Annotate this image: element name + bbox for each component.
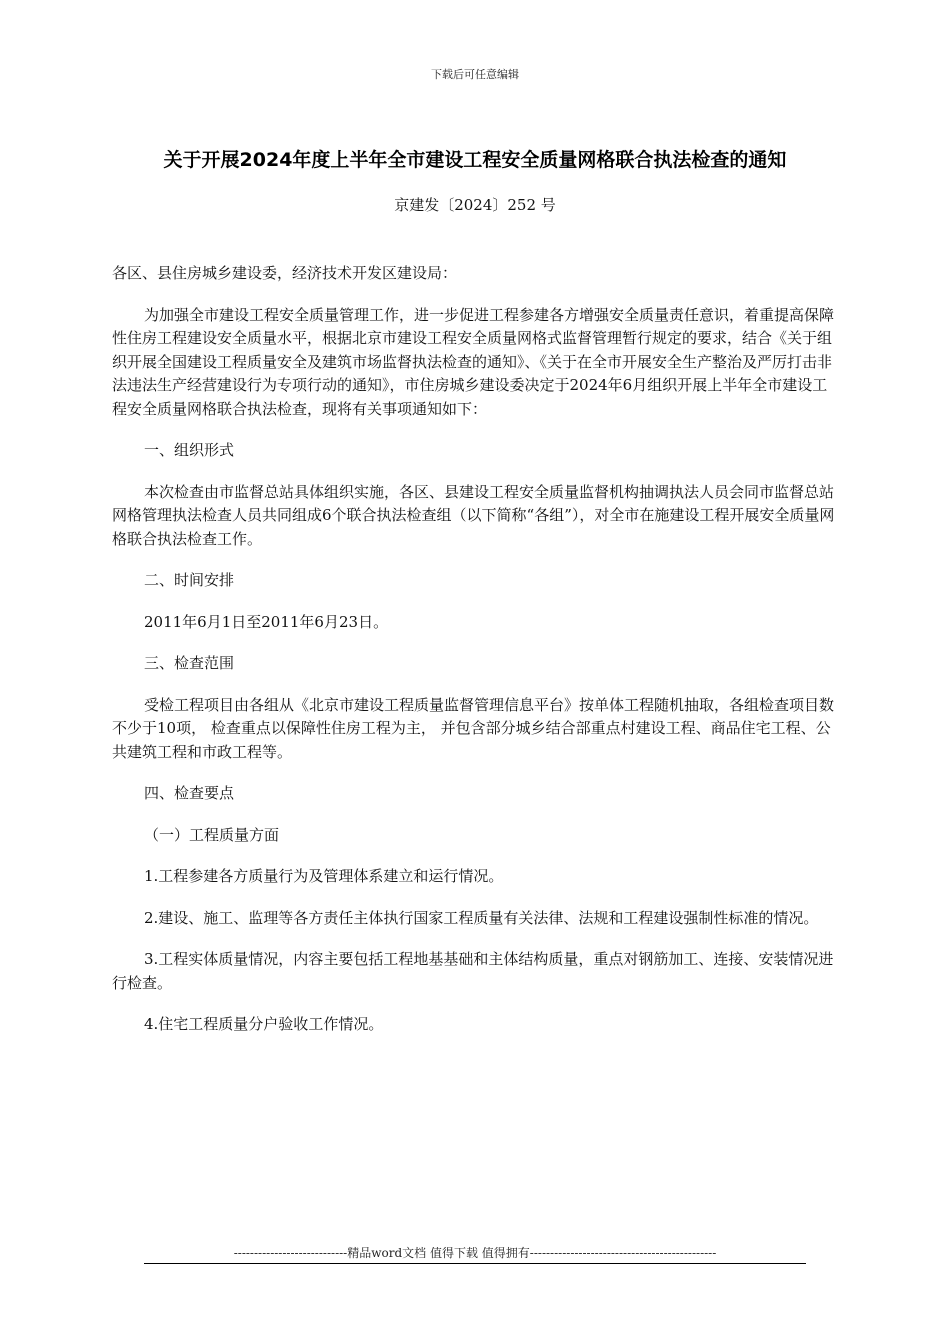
list-item: 2.建设、施工、监理等各方责任主体执行国家工程质量有关法律、法规和工程建设强制性标准的情况。	[144, 908, 819, 927]
section-heading-key-points: 四、检查要点	[144, 784, 235, 802]
section-heading-schedule: 二、时间安排	[144, 571, 235, 589]
list-item: 3.工程实体质量情况，内容主要包括工程地基基础和主体结构质量，重点对钢筋加工、连接、安装情况进行检查。	[112, 950, 834, 992]
footer-divider	[144, 1263, 806, 1264]
section-heading-organization: 一、组织形式	[144, 441, 235, 459]
list-item: 4.住宅工程质量分户验收工作情况。	[144, 1015, 384, 1033]
section-body-organization: 本次检查由市监督总站具体组织实施，各区、县建设工程安全质量监督机构抽调执法人员会同市监督总站网格管理执法检查人员共同组成6个联合执法检查组（以下简称“各组”），对全市在施建设工程开展安全质量网格联合执法检查工作。	[112, 482, 835, 548]
document-body	[112, 262, 838, 1037]
list-item: 1.工程参建各方质量行为及管理体系建立和运行情况。	[144, 867, 504, 885]
document-number: 京建发〔2024〕252 号	[394, 196, 556, 214]
subsection-heading-quality: （一）工程质量方面	[144, 825, 280, 844]
header-note: 下载后可任意编辑	[431, 68, 519, 81]
intro-paragraph: 为加强全市建设工程安全质量管理工作，进一步促进工程参建各方增强安全质量责任意识，着重提高保障性住房工程建设安全质量水平，根据北京市建设工程安全质量网格式监督管理暂行规定的要求，结合《关于组织开展全国建设工程质量安全及建筑市场监督执法检查的通知》、《关于在全市开展安全生产整治及严厉打击非法违法生产经营建设行为专项行动的通知》，市住房城乡建设委决定于2024年6月组织开展上半年全市建设工程安全质量网格联合执法检查，现将有关事项通知如下：	[112, 305, 835, 418]
footer-text: ----------------------------精品word文档 值得下载 值得拥有----------------------------------------------	[233, 1246, 717, 1260]
section-body-scope: 受检工程项目由各组从《北京市建设工程质量监督管理信息平台》按单体工程随机抽取，各组检查项目数不少于10项， 检查重点以保障性住房工程为主， 并包含部分城乡结合部重点村建设工程、商品住宅工程、公共建筑工程和市政工程等。	[112, 695, 835, 761]
document-title: 关于开展2024年度上半年全市建设工程安全质量网格联合执法检查的通知	[163, 149, 787, 171]
section-heading-scope: 三、检查范围	[144, 654, 235, 672]
section-body-schedule: 2011年6月1日至2011年6月23日。	[144, 612, 389, 631]
salutation: 各区、县住房城乡建设委，经济技术开发区建设局：	[112, 264, 458, 282]
